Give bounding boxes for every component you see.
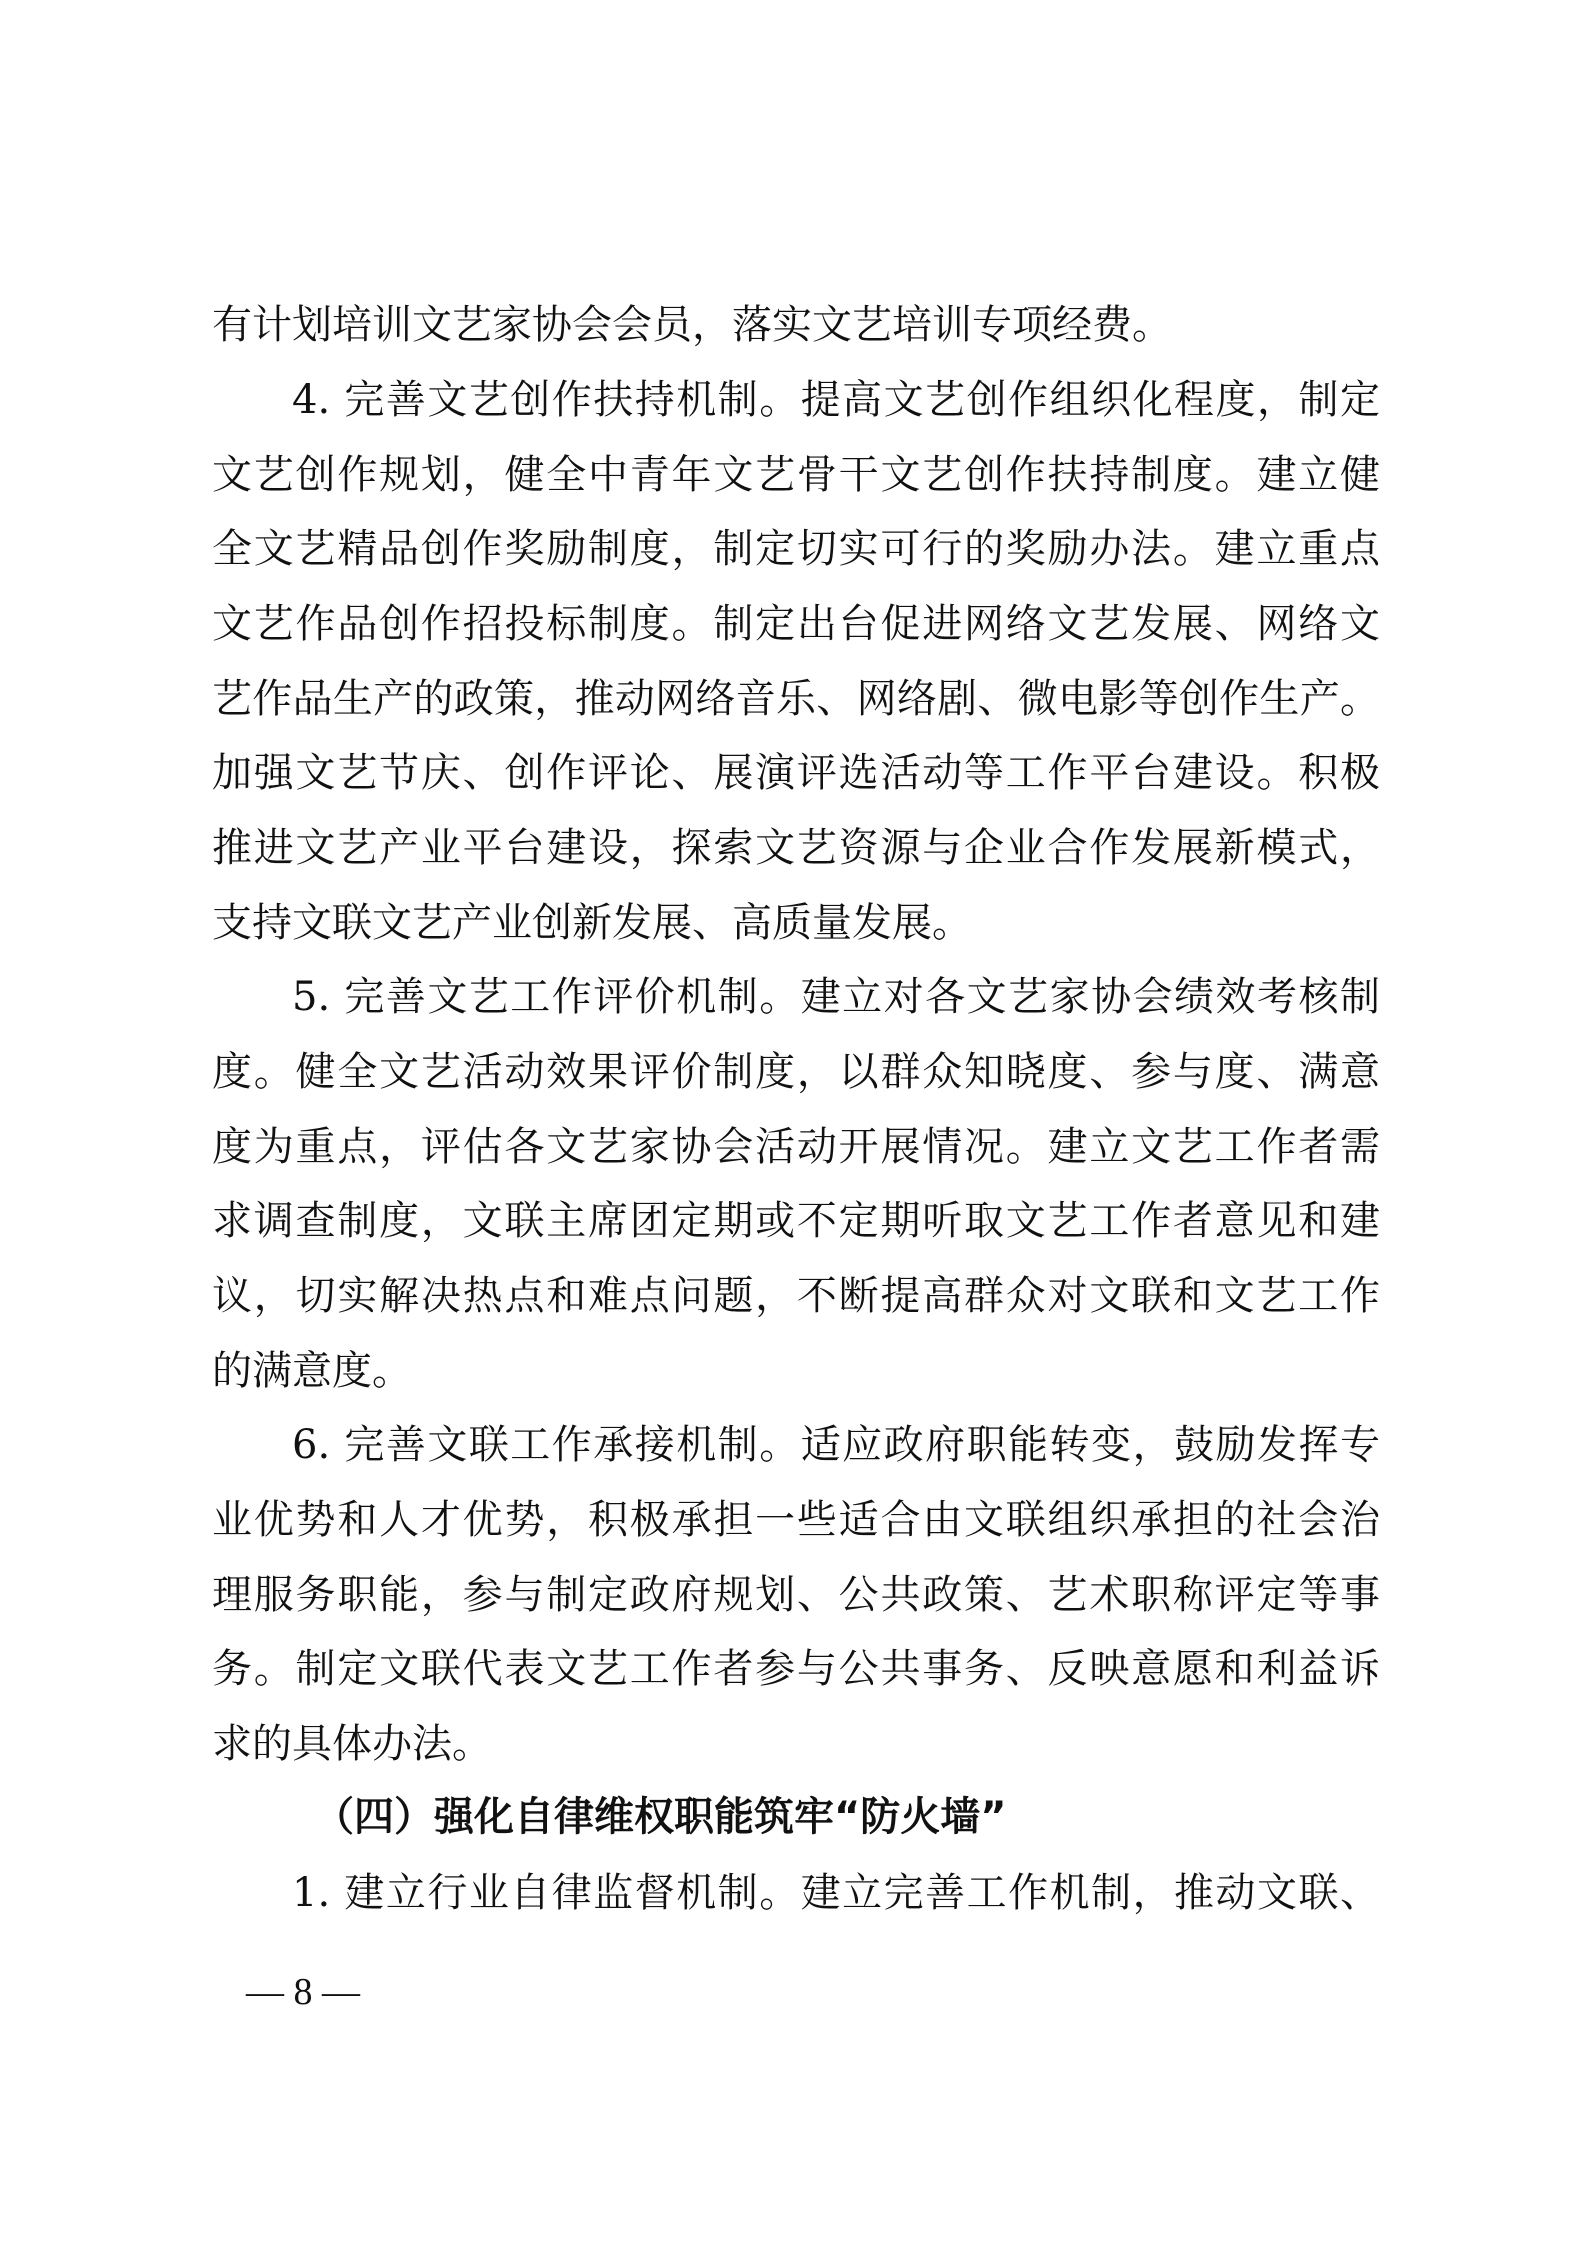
paragraph-line: 度。健全文艺活动效果评价制度，以群众知晓度、参与度、满意: [212, 1049, 1380, 1095]
paragraph-line: 4. 完善文艺创作扶持机制。提高文艺创作组织化程度，制定: [292, 377, 1380, 423]
paragraph-line: 文艺创作规划，健全中青年文艺骨干文艺创作扶持制度。建立健: [212, 452, 1380, 498]
paragraph-line: 求的具体办法。: [212, 1721, 492, 1767]
paragraph-line: 加强文艺节庆、创作评论、展演评选活动等工作平台建设。积极: [212, 750, 1380, 796]
paragraph-line: 议，切实解决热点和难点问题，不断提高群众对文联和文艺工作: [212, 1273, 1380, 1319]
paragraph-line: 理服务职能，参与制定政府规划、公共政策、艺术职称评定等事: [212, 1572, 1380, 1618]
paragraph-line: 推进文艺产业平台建设，探索文艺资源与企业合作发展新模式，: [212, 825, 1380, 871]
paragraph-line: 度为重点，评估各文艺家协会活动开展情况。建立文艺工作者需: [212, 1124, 1380, 1170]
paragraph-line: 1. 建立行业自律监督机制。建立完善工作机制，推动文联、: [292, 1870, 1380, 1916]
paragraph-line: 文艺作品创作招投标制度。制定出台促进网络文艺发展、网络文: [212, 601, 1380, 647]
paragraph-line: 求调查制度，文联主席团定期或不定期听取文艺工作者意见和建: [212, 1198, 1380, 1244]
paragraph-line: 的满意度。: [212, 1348, 412, 1394]
section-heading: （四）强化自律维权职能筑牢“防火墙”: [314, 1794, 1007, 1840]
paragraph-line: 支持文联文艺产业创新发展、高质量发展。: [212, 900, 972, 946]
paragraph-line: 5. 完善文艺工作评价机制。建立对各文艺家协会绩效考核制: [292, 974, 1380, 1020]
paragraph-line: 艺作品生产的政策，推动网络音乐、网络剧、微电影等创作生产。: [212, 676, 1380, 722]
paragraph-line: 全文艺精品创作奖励制度，制定切实可行的奖励办法。建立重点: [212, 526, 1380, 572]
paragraph-line: 务。制定文联代表文艺工作者参与公共事务、反映意愿和利益诉: [212, 1646, 1380, 1692]
paragraph-line: 业优势和人才优势，积极承担一些适合由文联组织承担的社会治: [212, 1497, 1380, 1543]
page-number: — 8 —: [246, 1971, 360, 2013]
paragraph-line: 6. 完善文联工作承接机制。适应政府职能转变，鼓励发挥专: [292, 1422, 1380, 1468]
paragraph-line: 有计划培训文艺家协会会员，落实文艺培训专项经费。: [212, 302, 1172, 348]
